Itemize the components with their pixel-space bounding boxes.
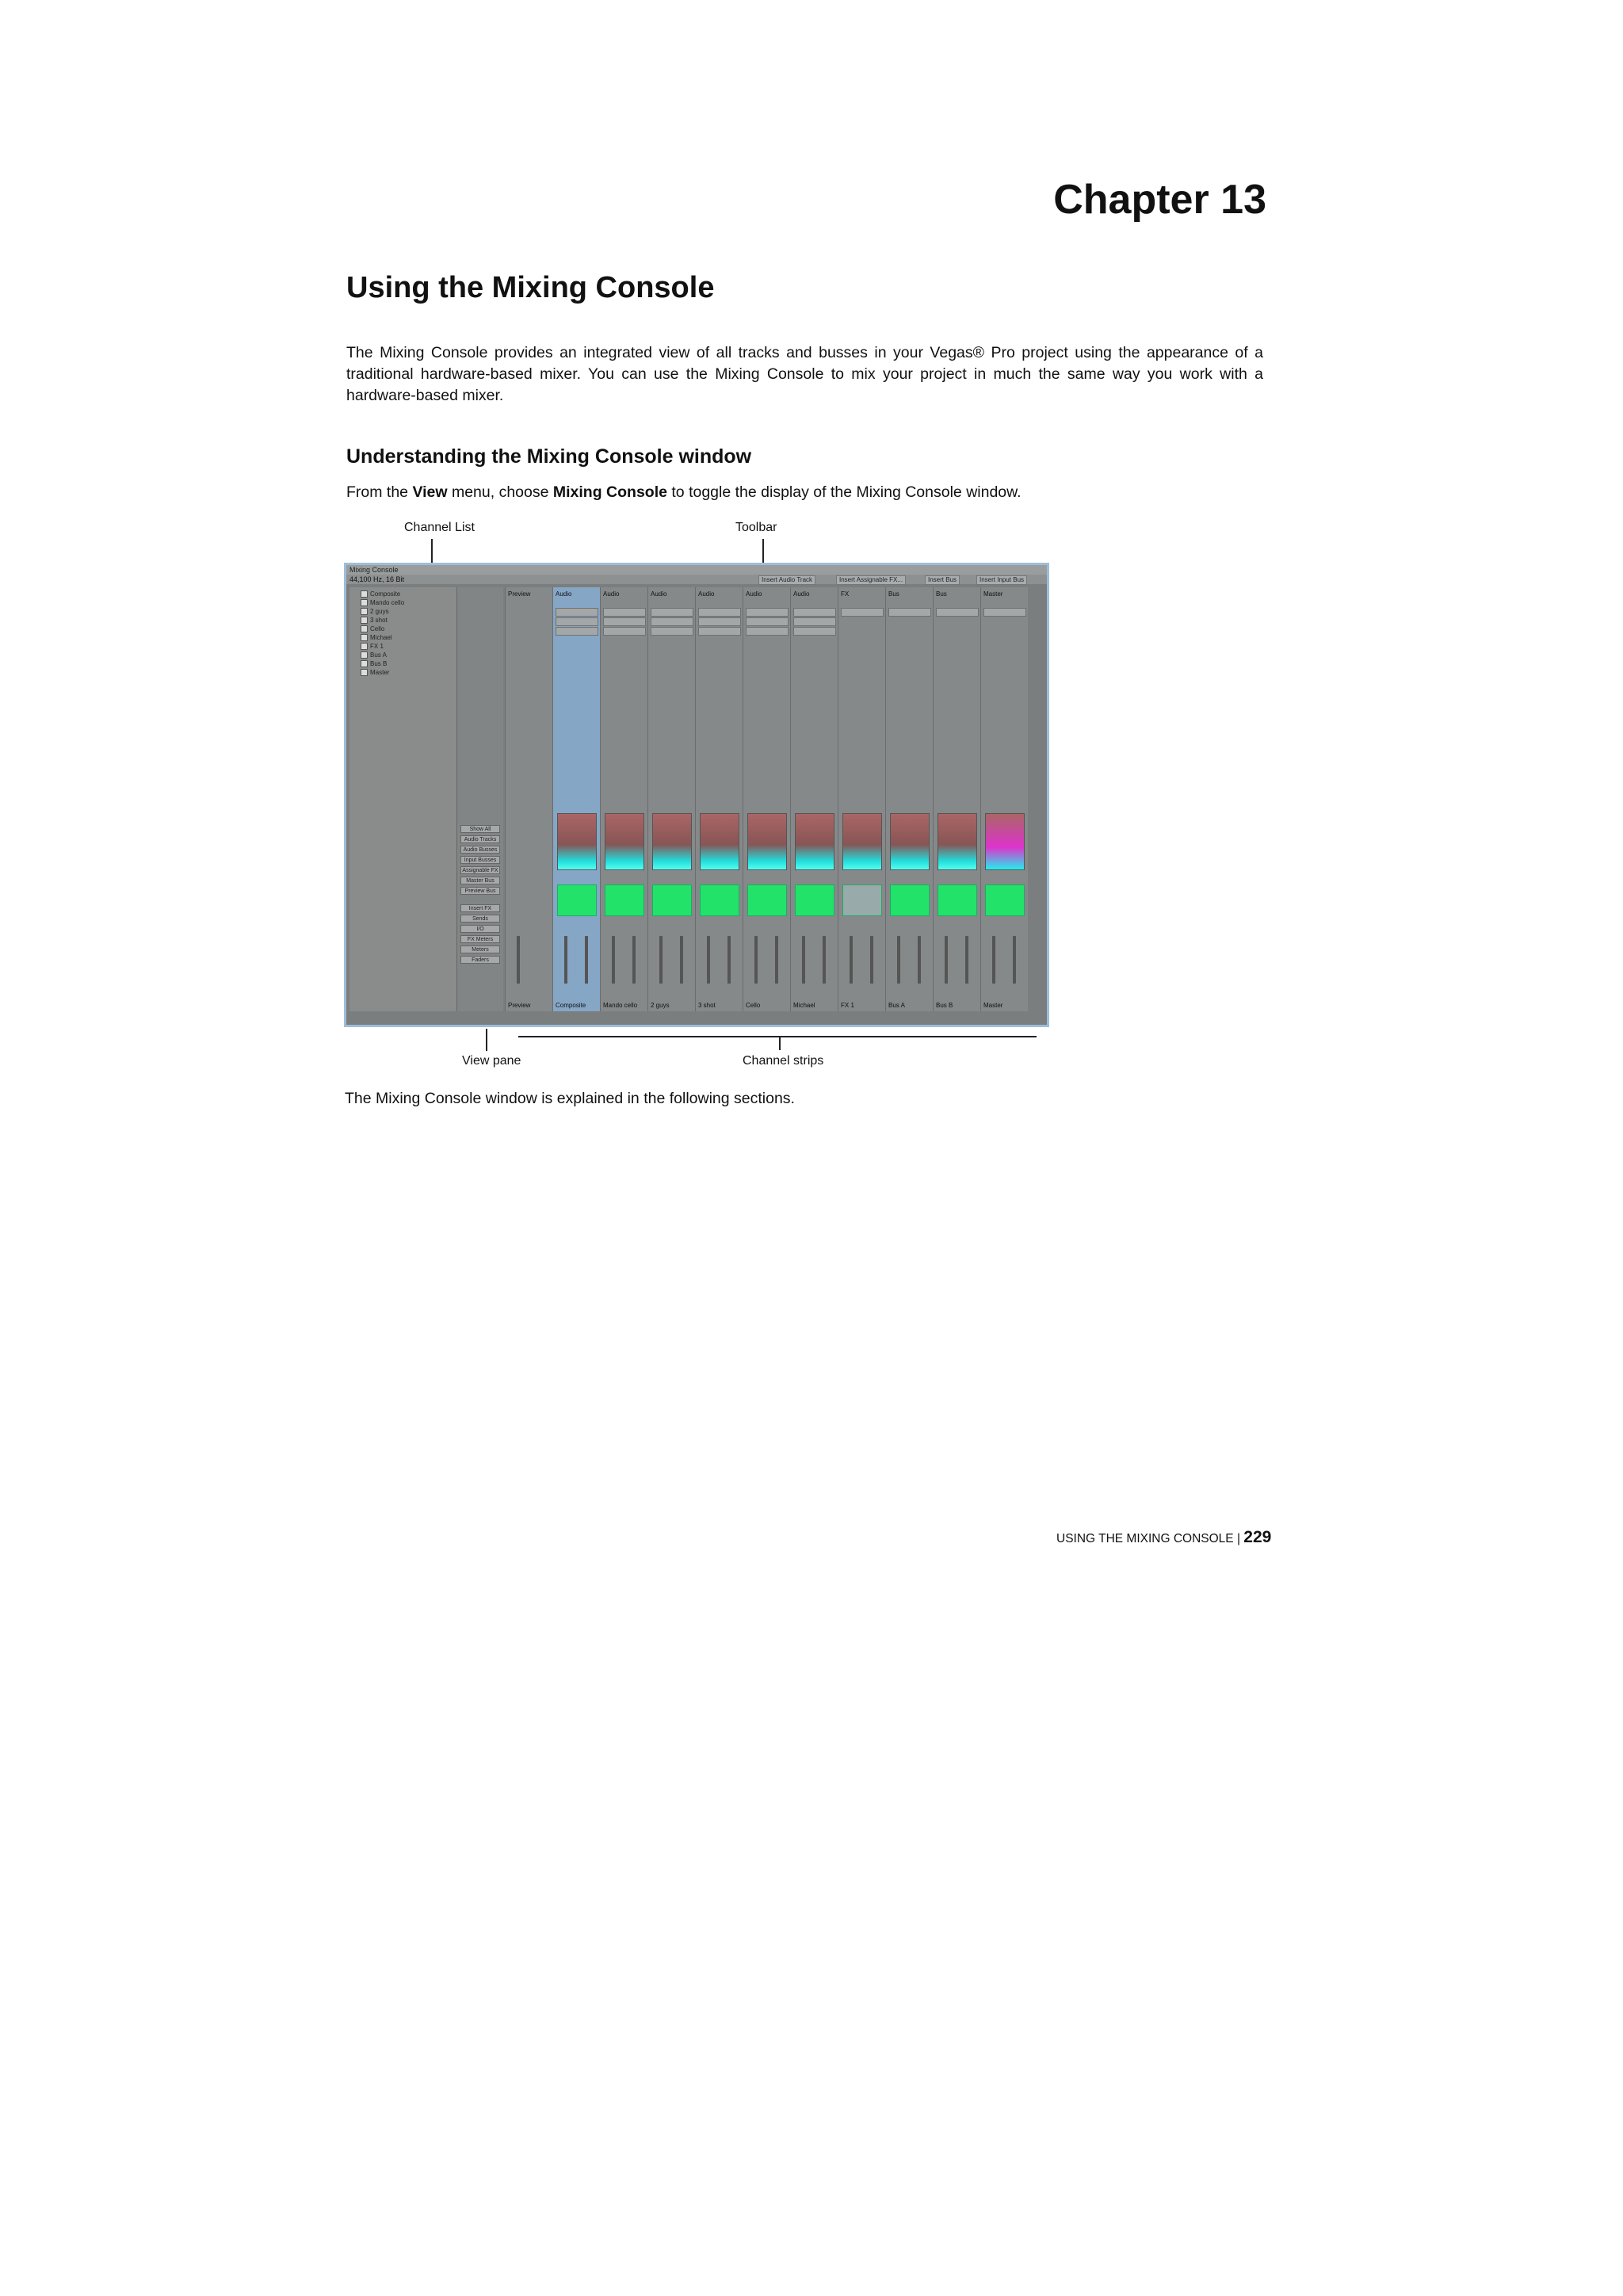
section-title: Using the Mixing Console [346, 271, 715, 304]
fx-meter [700, 884, 739, 916]
strip-name: Cello [746, 1002, 761, 1009]
fx-slot[interactable] [651, 627, 693, 636]
fader[interactable] [707, 936, 710, 984]
channel-strip[interactable] [980, 587, 1028, 1011]
fx-slot[interactable] [746, 608, 789, 617]
fx-slot[interactable] [793, 627, 836, 636]
level-meter [842, 813, 882, 870]
fader[interactable] [680, 936, 683, 984]
channel-strip[interactable] [743, 587, 790, 1011]
fx-slot[interactable] [603, 617, 646, 626]
console-format-bar: 44,100 Hz, 16 Bit [346, 575, 1047, 584]
fx-meter [890, 884, 930, 916]
view-button[interactable]: Faders [460, 956, 500, 964]
fader[interactable] [850, 936, 853, 984]
channel-list-item[interactable]: Bus A [361, 651, 387, 659]
strip-header: Audio [793, 590, 810, 598]
view-button[interactable]: Show All [460, 825, 500, 833]
fx-slot[interactable] [556, 608, 598, 617]
strip-header: Bus [936, 590, 947, 598]
channel-list-pane [349, 587, 457, 1011]
strip-name: Composite [556, 1002, 586, 1009]
view-button[interactable]: Input Busses [460, 856, 500, 864]
view-button[interactable]: Meters [460, 946, 500, 953]
menu-name: View [412, 483, 448, 501]
fx-meter [652, 884, 692, 916]
fx-slot[interactable] [698, 617, 741, 626]
level-meter [890, 813, 930, 870]
view-button[interactable]: FX Meters [460, 935, 500, 943]
level-meter [700, 813, 739, 870]
fx-slot[interactable] [556, 617, 598, 626]
fx-meter [557, 884, 597, 916]
channel-strip[interactable] [933, 587, 980, 1011]
fx-slot[interactable] [603, 627, 646, 636]
leader-channel-strips [779, 1036, 781, 1050]
fx-slot[interactable] [746, 627, 789, 636]
view-button[interactable]: Master Bus [460, 877, 500, 884]
callout-view-pane: View pane [462, 1054, 521, 1068]
channel-list-item[interactable]: 3 shot [361, 617, 388, 624]
callout-toolbar: Toolbar [735, 521, 777, 534]
strip-header: Preview [508, 590, 531, 598]
fx-slot[interactable] [746, 617, 789, 626]
strip-header: Audio [746, 590, 762, 598]
channel-strip[interactable] [647, 587, 695, 1011]
callout-channel-strips: Channel strips [743, 1054, 824, 1068]
fader[interactable] [945, 936, 948, 984]
channel-strip[interactable] [552, 587, 600, 1011]
channel-strip[interactable] [695, 587, 743, 1011]
level-meter [652, 813, 692, 870]
fx-meter [842, 884, 882, 916]
fader[interactable] [823, 936, 826, 984]
view-button[interactable]: Preview Bus [460, 887, 500, 895]
strip-header: Audio [603, 590, 620, 598]
instruction-pre: From the [346, 483, 413, 501]
view-pane [457, 587, 503, 1011]
fx-slot[interactable] [556, 627, 598, 636]
strip-name: FX 1 [841, 1002, 854, 1009]
strip-header: FX [841, 590, 850, 598]
subsection-title: Understanding the Mixing Console window [346, 445, 752, 468]
fx-slot[interactable] [651, 617, 693, 626]
fader[interactable] [992, 936, 995, 984]
fx-slot[interactable] [983, 608, 1026, 617]
channel-list-item[interactable]: Master [361, 669, 389, 676]
fx-slot[interactable] [793, 608, 836, 617]
insert-assignable-fx-button[interactable]: Insert Assignable FX... [836, 575, 906, 585]
page-footer [1056, 1528, 1271, 1547]
fader[interactable] [659, 936, 663, 984]
fx-meter [985, 884, 1025, 916]
running-head: USING THE MIXING CONSOLE | [1056, 1532, 1244, 1545]
fader[interactable] [517, 936, 520, 984]
strip-name: Master [983, 1002, 1003, 1009]
level-meter [985, 813, 1025, 870]
channel-strip[interactable] [790, 587, 838, 1011]
view-button[interactable]: Insert FX [460, 904, 500, 912]
page-number: 229 [1243, 1528, 1272, 1546]
fader[interactable] [585, 936, 588, 984]
channel-strip[interactable] [838, 587, 885, 1011]
level-meter [795, 813, 834, 870]
view-button[interactable]: Audio Tracks [460, 835, 500, 843]
fx-meter [605, 884, 644, 916]
fader[interactable] [965, 936, 968, 984]
mixing-console-screenshot [344, 563, 1049, 1027]
fx-slot[interactable] [841, 608, 884, 617]
level-meter [938, 813, 977, 870]
fader[interactable] [802, 936, 805, 984]
channel-list-item[interactable]: Michael [361, 634, 392, 641]
strip-name: Bus A [888, 1002, 905, 1009]
fx-meter [795, 884, 834, 916]
channel-list-item[interactable]: Composite [361, 590, 400, 598]
instruction-mid: menu, choose [447, 483, 553, 501]
strip-header: Audio [698, 590, 715, 598]
channel-list-item[interactable]: Cello [361, 625, 384, 632]
channel-strip[interactable] [505, 587, 552, 1011]
fader[interactable] [775, 936, 778, 984]
fx-slot[interactable] [793, 617, 836, 626]
fx-slot[interactable] [698, 627, 741, 636]
strip-name: Bus B [936, 1002, 953, 1009]
fader[interactable] [727, 936, 731, 984]
strip-name: 2 guys [651, 1002, 670, 1009]
leader-view-pane [486, 1029, 487, 1051]
channel-list-item[interactable]: Bus B [361, 660, 387, 667]
insert-audio-track-button[interactable]: Insert Audio Track [758, 575, 815, 585]
strip-name: Mando cello [603, 1002, 638, 1009]
fader[interactable] [918, 936, 921, 984]
level-meter [605, 813, 644, 870]
channel-list-item[interactable]: 2 guys [361, 608, 389, 615]
callout-channel-list: Channel List [404, 521, 475, 534]
strip-header: Audio [651, 590, 667, 598]
view-button[interactable]: Sends [460, 915, 500, 923]
channel-list-item[interactable]: FX 1 [361, 643, 384, 650]
view-button[interactable]: Audio Busses [460, 846, 500, 854]
fx-slot[interactable] [936, 608, 979, 617]
strip-name: 3 shot [698, 1002, 716, 1009]
strip-name: Preview [508, 1002, 531, 1009]
console-title-bar: Mixing Console [346, 565, 1047, 575]
view-button[interactable]: I/O [460, 925, 500, 933]
figure-followup-text: The Mixing Console window is explained in the following sections. [345, 1090, 795, 1107]
fader[interactable] [632, 936, 636, 984]
fx-meter [747, 884, 787, 916]
channel-strip[interactable] [885, 587, 933, 1011]
fx-slot[interactable] [651, 608, 693, 617]
strip-header: Audio [556, 590, 572, 598]
instruction-paragraph [346, 483, 1022, 502]
fader[interactable] [564, 936, 567, 984]
channel-strip[interactable] [600, 587, 647, 1011]
level-meter [557, 813, 597, 870]
level-meter [747, 813, 787, 870]
strip-header: Master [983, 590, 1003, 598]
view-button[interactable]: Assignable FX [460, 866, 500, 874]
chapter-title: Chapter 13 [1053, 177, 1266, 223]
fader[interactable] [1013, 936, 1016, 984]
fx-meter [938, 884, 977, 916]
bracket-channel-strips [518, 1036, 1037, 1037]
fx-slot[interactable] [603, 608, 646, 617]
fx-slot[interactable] [698, 608, 741, 617]
strip-header: Bus [888, 590, 899, 598]
strip-name: Michael [793, 1002, 815, 1009]
fader[interactable] [870, 936, 873, 984]
intro-paragraph: The Mixing Console provides an integrated view of all tracks and busses in your Vegas® Pro project using the appearance of a traditional hardware-based mixer. You can use the Mixing Console to mix your project in much the same way you work with a hardware-based mixer. [346, 344, 1263, 404]
channel-list-item[interactable]: Mando cello [361, 599, 404, 606]
fader[interactable] [897, 936, 900, 984]
fader[interactable] [754, 936, 758, 984]
insert-bus-button[interactable]: Insert Bus [925, 575, 960, 585]
fx-slot[interactable] [888, 608, 931, 617]
command-name: Mixing Console [552, 483, 667, 501]
fader[interactable] [612, 936, 615, 984]
insert-input-bus-button[interactable]: Insert Input Bus [976, 575, 1027, 585]
instruction-post: to toggle the display of the Mixing Console window. [666, 483, 1022, 501]
